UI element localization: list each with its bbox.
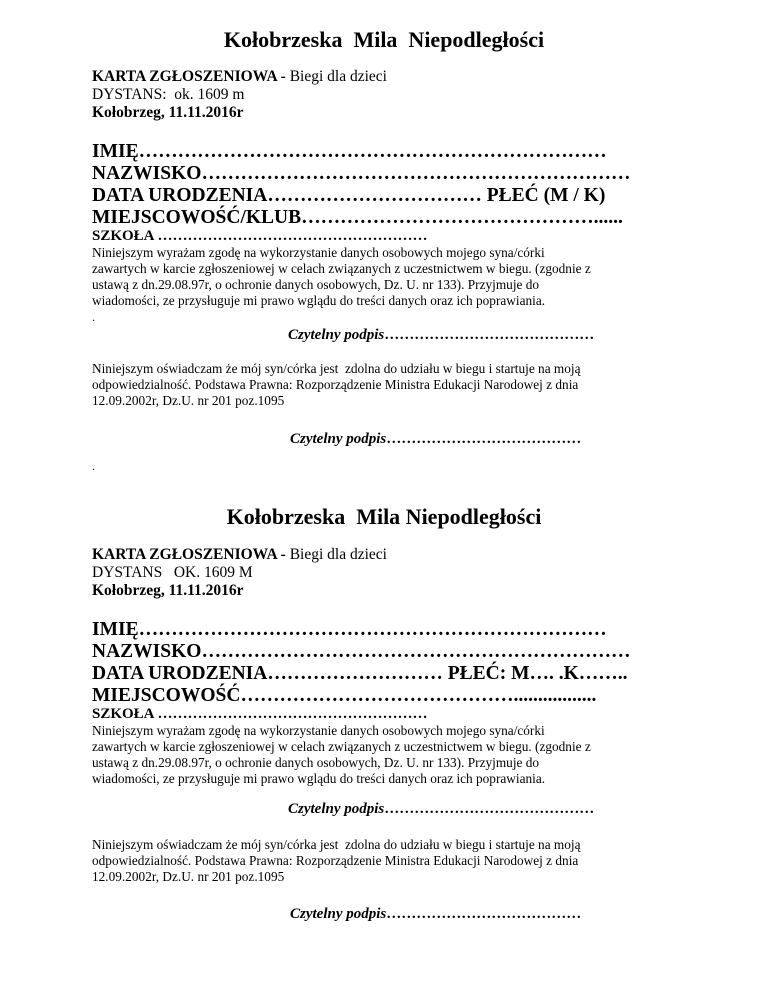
form-2-statement-line: Niniejszym oświadczam że mój syn/córka jest zdolna do udziału w biegu i startuje na moją	[92, 837, 581, 852]
form-1-statement-line: 12.09.2002r, Dz.U. nr 201 poz.1095	[92, 393, 285, 408]
form-2-field-miejscowosc[interactable]: MIEJSCOWOŚĆ…………………………………….................	[92, 685, 597, 706]
form-1-consent-text	[92, 245, 692, 309]
form-2-consent-line: ustawą z dn.29.08.97r, o ochronie danych osobowych, Dz. U. nr 133). Przyjmuje do	[92, 755, 540, 770]
form-2-consent-line: Niniejszym wyrażam zgodę na wykorzystanie danych osobowych mojego syna/córki	[92, 723, 545, 738]
form-2-field-imie[interactable]: IMIĘ………………………………………………………………	[92, 619, 607, 640]
form-2-dystans: DYSTANS OK. 1609 M	[92, 564, 253, 581]
form-2-consent-text	[92, 723, 692, 787]
form-2-statement-text	[92, 837, 692, 885]
form-1-title: Kołobrzeska Mila Niepodległości	[223, 27, 545, 52]
form-2-field-szkola[interactable]: SZKOŁA ………………………………………………	[92, 706, 428, 722]
form-2-field-data-urodzenia[interactable]: DATA URODZENIA……………………… PŁEĆ: M…. .K……..	[92, 663, 628, 684]
form-1-signature-1[interactable]	[288, 327, 594, 344]
form-1-consent-line: ustawą z dn.29.08.97r, o ochronie danych osobowych, Dz. U. nr 133). Przyjmuje do	[92, 277, 540, 292]
form-1-field-imie[interactable]: IMIĘ………………………………………………………………	[92, 141, 607, 162]
form-2-signature-1-label: Czytelny podpis	[288, 801, 385, 817]
form-1-signature-2-dots: …………………………………	[386, 431, 582, 447]
form-2-consent-line: zawartych w karcie zgłoszeniowej w celach związanych z uczestnictwem w biegu. (zgodnie z	[92, 739, 591, 754]
form-1-stray-dot: .	[92, 310, 95, 324]
form-1-consent-line: wiadomości, ze przysługuje mi prawo wglądu do treści danych oraz ich poprawiania.	[92, 293, 546, 308]
form-1-consent-line: Niniejszym wyrażam zgodę na wykorzystanie danych osobowych mojego syna/córki	[92, 245, 545, 260]
form-2-karta-label: KARTA ZGŁOSZENIOWA -	[92, 546, 290, 563]
form-1-statement-line: Niniejszym oświadczam że mój syn/córka jest zdolna do udziału w biegu i startuje na moją	[92, 361, 581, 376]
form-2-consent-line: wiadomości, ze przysługuje mi prawo wglądu do treści danych oraz ich poprawiania.	[92, 771, 546, 786]
form-2-signature-1[interactable]	[288, 801, 594, 818]
form-2-signature-2-dots: …………………………………	[386, 906, 582, 922]
form-1-signature-2[interactable]	[290, 431, 581, 448]
form-2-signature-2[interactable]	[290, 906, 581, 923]
form-2-field-nazwisko[interactable]: NAZWISKO…………………………………………………………	[92, 641, 631, 662]
form-2-statement-line: 12.09.2002r, Dz.U. nr 201 poz.1095	[92, 869, 285, 884]
form-2-signature-1-dots: ……………………………………	[384, 801, 595, 817]
form-1-karta-value: Biegi dla dzieci	[289, 68, 387, 85]
form-1-stray-dot-2: .	[92, 459, 95, 473]
form-1-date-place: Kołobrzeg, 11.11.2016r	[92, 104, 244, 121]
form-2-karta-line	[92, 546, 387, 563]
form-1-dystans: DYSTANS: ok. 1609 m	[92, 86, 245, 103]
form-1-field-szkola[interactable]: SZKOŁA ………………………………………………	[92, 228, 428, 244]
form-1-field-miejscowosc[interactable]: MIEJSCOWOŚĆ/KLUB………………………………………......	[92, 207, 623, 228]
form-2-title: Kołobrzeska Mila Niepodległości	[226, 504, 542, 529]
form-2-statement-line: odpowiedzialność. Podstawa Prawna: Rozporządzenie Ministra Edukacji Narodowej z dnia	[92, 853, 579, 868]
form-1-statement-line: odpowiedzialność. Podstawa Prawna: Rozporządzenie Ministra Edukacji Narodowej z dnia	[92, 377, 579, 392]
form-2-date-place: Kołobrzeg, 11.11.2016r	[92, 582, 244, 599]
form-1-statement-text	[92, 361, 692, 409]
form-1-signature-1-label: Czytelny podpis	[288, 327, 385, 343]
form-1-signature-2-label: Czytelny podpis	[290, 431, 387, 447]
form-2-karta-value: Biegi dla dzieci	[289, 546, 387, 563]
form-1-field-data-urodzenia[interactable]: DATA URODZENIA…………………………… PŁEĆ (M / K)	[92, 185, 606, 206]
form-2-signature-2-label: Czytelny podpis	[290, 906, 387, 922]
form-1-consent-line: zawartych w karcie zgłoszeniowej w celach związanych z uczestnictwem w biegu. (zgodnie z	[92, 261, 591, 276]
form-1-karta-line	[92, 68, 387, 85]
form-1-signature-1-dots: ……………………………………	[384, 327, 595, 343]
form-1-field-nazwisko[interactable]: NAZWISKO…………………………………………………………	[92, 163, 631, 184]
form-1-karta-label: KARTA ZGŁOSZENIOWA -	[92, 68, 290, 85]
